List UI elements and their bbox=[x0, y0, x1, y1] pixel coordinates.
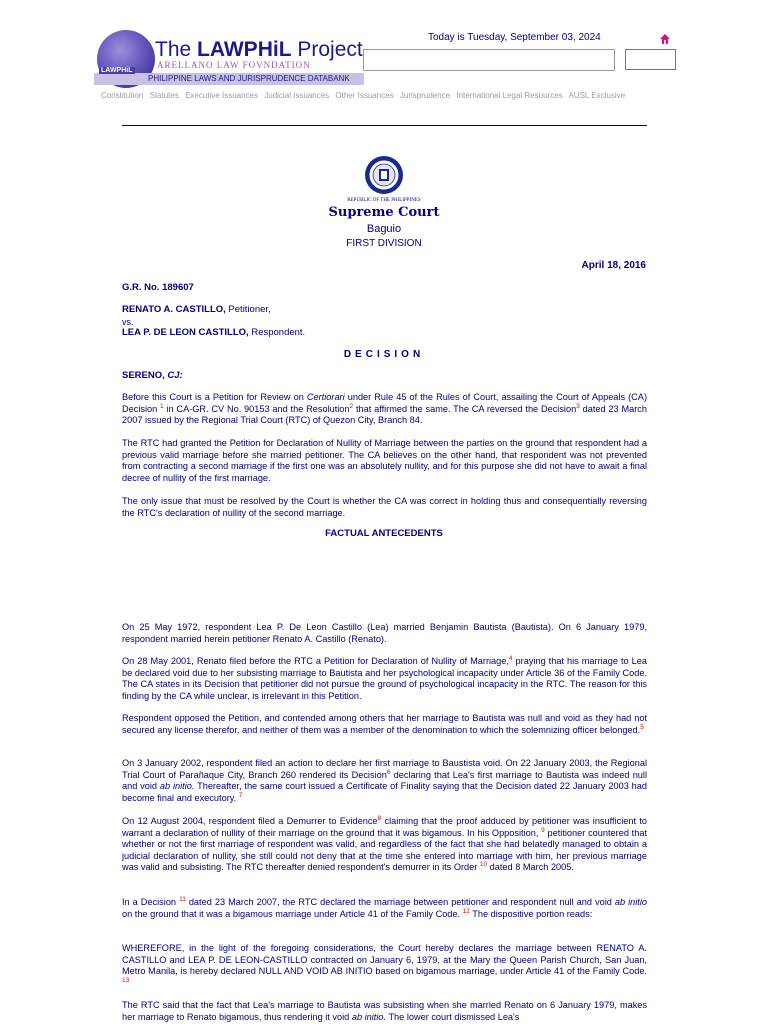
nav-other-issuances[interactable]: Other Issuances bbox=[335, 91, 394, 100]
decision-date: April 18, 2016 bbox=[581, 260, 646, 271]
site-title-suffix: Project bbox=[291, 38, 363, 61]
petitioner-name: RENATO A. CASTILLO, bbox=[122, 304, 226, 315]
paragraph-9: In a Decision $^{11}$ dated 23 March 2007, the RTC declared the marriage between petitioner and respondent null and void ab initio on the ground that it was a bigamous marriage under Article 41 of the Family Code. $^{12}$ The dispositive portion reads: bbox=[122, 895, 648, 919]
site-subtitle: ARELLANO LAW FOVNDATION bbox=[157, 60, 311, 70]
footnote-link[interactable]: 2 bbox=[349, 402, 354, 410]
ponente-title: CJ: bbox=[167, 370, 183, 381]
site-tagline: PHILIPPINE LAWS AND JURISPRUDENCE DATABANK bbox=[148, 74, 350, 83]
nav-bar bbox=[101, 91, 629, 100]
today-date: Today is Tuesday, September 03, 2024 bbox=[428, 32, 601, 43]
paragraph-5: On 28 May 2001, Renato filed before the RTC a Petition for Declaration of Nullity of Marriage,$^4$ praying that his marriage to Lea be declared void due to her subsisting marriage to Bautista and her psychological incapacity under Article 36 of the Family Code. The CA states in its Decision that petitioner did not pursue the ground of psychological incapacity in the RTC. The reason for this finding by the CA while unclear, is irrelevant in this Petition. bbox=[122, 654, 647, 701]
ponente bbox=[122, 370, 183, 381]
site-title-prefix: The bbox=[155, 38, 198, 61]
petitioner-role: Petitioner, bbox=[225, 304, 271, 315]
respondent-name: LEA P. DE LEON CASTILLO, bbox=[122, 327, 249, 338]
footnote-link[interactable]: 5 bbox=[640, 723, 644, 731]
paragraph-11: The RTC said that the fact that Lea's marriage to Bautista was subsisting when she married Renato on 6 January 1979, makes her marriage to Renato bigamous, thus rendering it void ab initio. The lower court dismissed Lea's bbox=[122, 1000, 647, 1022]
search-button[interactable] bbox=[625, 49, 676, 70]
nav-ausl-exclusive[interactable]: AUSL Exclusive bbox=[568, 91, 626, 100]
court-name: Supreme Court bbox=[328, 205, 440, 220]
decision-heading: DECISION bbox=[343, 349, 425, 360]
site-title[interactable] bbox=[155, 38, 363, 62]
footnote-link[interactable]: 3 bbox=[576, 402, 580, 410]
paragraph-7: On 3 January 2002, respondent filed an action to declare her first marriage to Baustista void. On 22 January 2003, the Regional Trial Court of Parañaque City, Branch 260 rendered its Decision$^6$ declaring that Lea's first marriage to Bautista was indeed null and void ab initio. Thereafter, the same court issued a Certificate of Finality saying that the Decision dated 22 January 2003 had become final and executory. $^7$ bbox=[122, 758, 647, 803]
case-number: G.R. No. 189607 bbox=[122, 282, 194, 293]
footnote-link[interactable]: 7 bbox=[238, 791, 243, 799]
footnote-link[interactable]: 10 bbox=[479, 861, 488, 869]
paragraph-8: On 12 August 2004, respondent filed a Demurrer to Evidence$^8$ claiming that the proof adduced by petitioner was insufficient to warrant a declaration of nullity of their marriage on the ground that it was bigamous. In his Opposition, $^9$ petitioner countered that whether or not the first marriage of respondent was valid, and regardless of the fact that she had belatedly managed to obtain a judicial declaration of nullity, she still could not deny that at the time she entered into marriage with him, her previous marriage was valid and subsisting. The RTC thereafter denied respondent's demurrer in its Order $^{10}$ dated 8 March 2005. bbox=[122, 814, 647, 873]
footnote-link[interactable]: 4 bbox=[508, 654, 513, 662]
nav-constitution[interactable]: Constitution bbox=[101, 91, 144, 100]
footnote-link[interactable]: 13 bbox=[122, 976, 130, 984]
search-input[interactable] bbox=[363, 49, 615, 71]
paragraph-3: The only issue that must be resolved by the Court is whether the CA was correct in holding thus and consequentially reversing the RTC's declaration of nullity of the second marriage. bbox=[122, 496, 647, 518]
nav-jurisprudence[interactable]: Jurisprudence bbox=[399, 91, 451, 100]
paragraph-1: Before this Court is a Petition for Review on Certiorari under Rule 45 of the Rules of Court, assailing the Court of Appeals (CA) Decision $^1$ in CA-GR. CV No. 90153 and the Resolution$^2$ that affirmed the same. The CA reversed the Decision$^3$ dated 23 March 2007 issued by the Regional Trial Court (RTC) of Quezon City, Branch 84. bbox=[122, 392, 647, 426]
respondent bbox=[122, 327, 305, 338]
paragraph-4: On 25 May 1972, respondent Lea P. De Leon Castillo (Lea) married Benjamin Bautista (Bautista). On 6 January 1979, respondent married herein petitioner Renato A. Castillo (Renato). bbox=[122, 622, 647, 644]
nav-international-legal-resources[interactable]: International Legal Resources bbox=[456, 91, 563, 100]
paragraph-10: WHEREFORE, in the light of the foregoing considerations, the Court hereby declares the marriage between RENATO A. CASTILLO and LEA P. DE LEON-CASTILLO contracted on January 6, 1979, at the Mary the Queen Parish Church, San Juan, Metro Manila, is hereby declared NULL AND VOID AB INITIO based on bigamous marriage, under Article 41 of the Family Code. $^{13}$ bbox=[122, 943, 647, 984]
nav-statutes[interactable]: Statutes bbox=[149, 91, 179, 100]
footnote-link[interactable]: 9 bbox=[541, 826, 545, 834]
ponente-name: SERENO, bbox=[122, 370, 165, 381]
petitioner bbox=[122, 304, 271, 315]
header-divider bbox=[122, 125, 647, 126]
site-title-bold: LAWPHiL bbox=[197, 38, 292, 61]
logo-badge: LAWPHiL bbox=[101, 67, 133, 74]
nav-judicial-issuances[interactable]: Judicial Issuances bbox=[264, 91, 330, 100]
footnote-link[interactable]: 11 bbox=[179, 895, 186, 903]
court-city: Baguio bbox=[366, 223, 402, 235]
footnote-link[interactable]: 1 bbox=[160, 402, 164, 410]
footnote-link[interactable]: 12 bbox=[462, 907, 470, 915]
footnote-link[interactable]: 6 bbox=[386, 768, 391, 776]
paragraph-6: Respondent opposed the Petition, and contended among others that her marriage to Bautista was null and void as they had not secured any license therefor, and neither of them was a member of the denomination to which the solemnizing officer belonged.$^5$ bbox=[122, 713, 647, 735]
respondent-role: Respondent. bbox=[248, 327, 306, 338]
footnote-link[interactable]: 8 bbox=[377, 814, 382, 822]
paragraph-2: The RTC had granted the Petition for Declaration of Nullity of Marriage between the parties on the ground that respondent had a previous valid marriage before she married petitioner. The CA believes on the other hand, that respondent was not prevented from contracting a second marriage if the first one was an absolutely nullity, and for this purpose she did not have to await a final decree of nullity of the first marriage. bbox=[122, 438, 647, 483]
home-icon[interactable] bbox=[659, 33, 671, 45]
supreme-court-seal-icon bbox=[364, 155, 404, 195]
factual-antecedents-heading: FACTUAL ANTECEDENTS bbox=[325, 528, 443, 539]
republic-label: REPUBLIC OF THE PHILIPPINES bbox=[347, 198, 421, 203]
nav-executive-issuances[interactable]: Executive Issuances bbox=[185, 91, 259, 100]
court-division: FIRST DIVISION bbox=[346, 238, 422, 249]
versus: vs. bbox=[122, 317, 134, 327]
